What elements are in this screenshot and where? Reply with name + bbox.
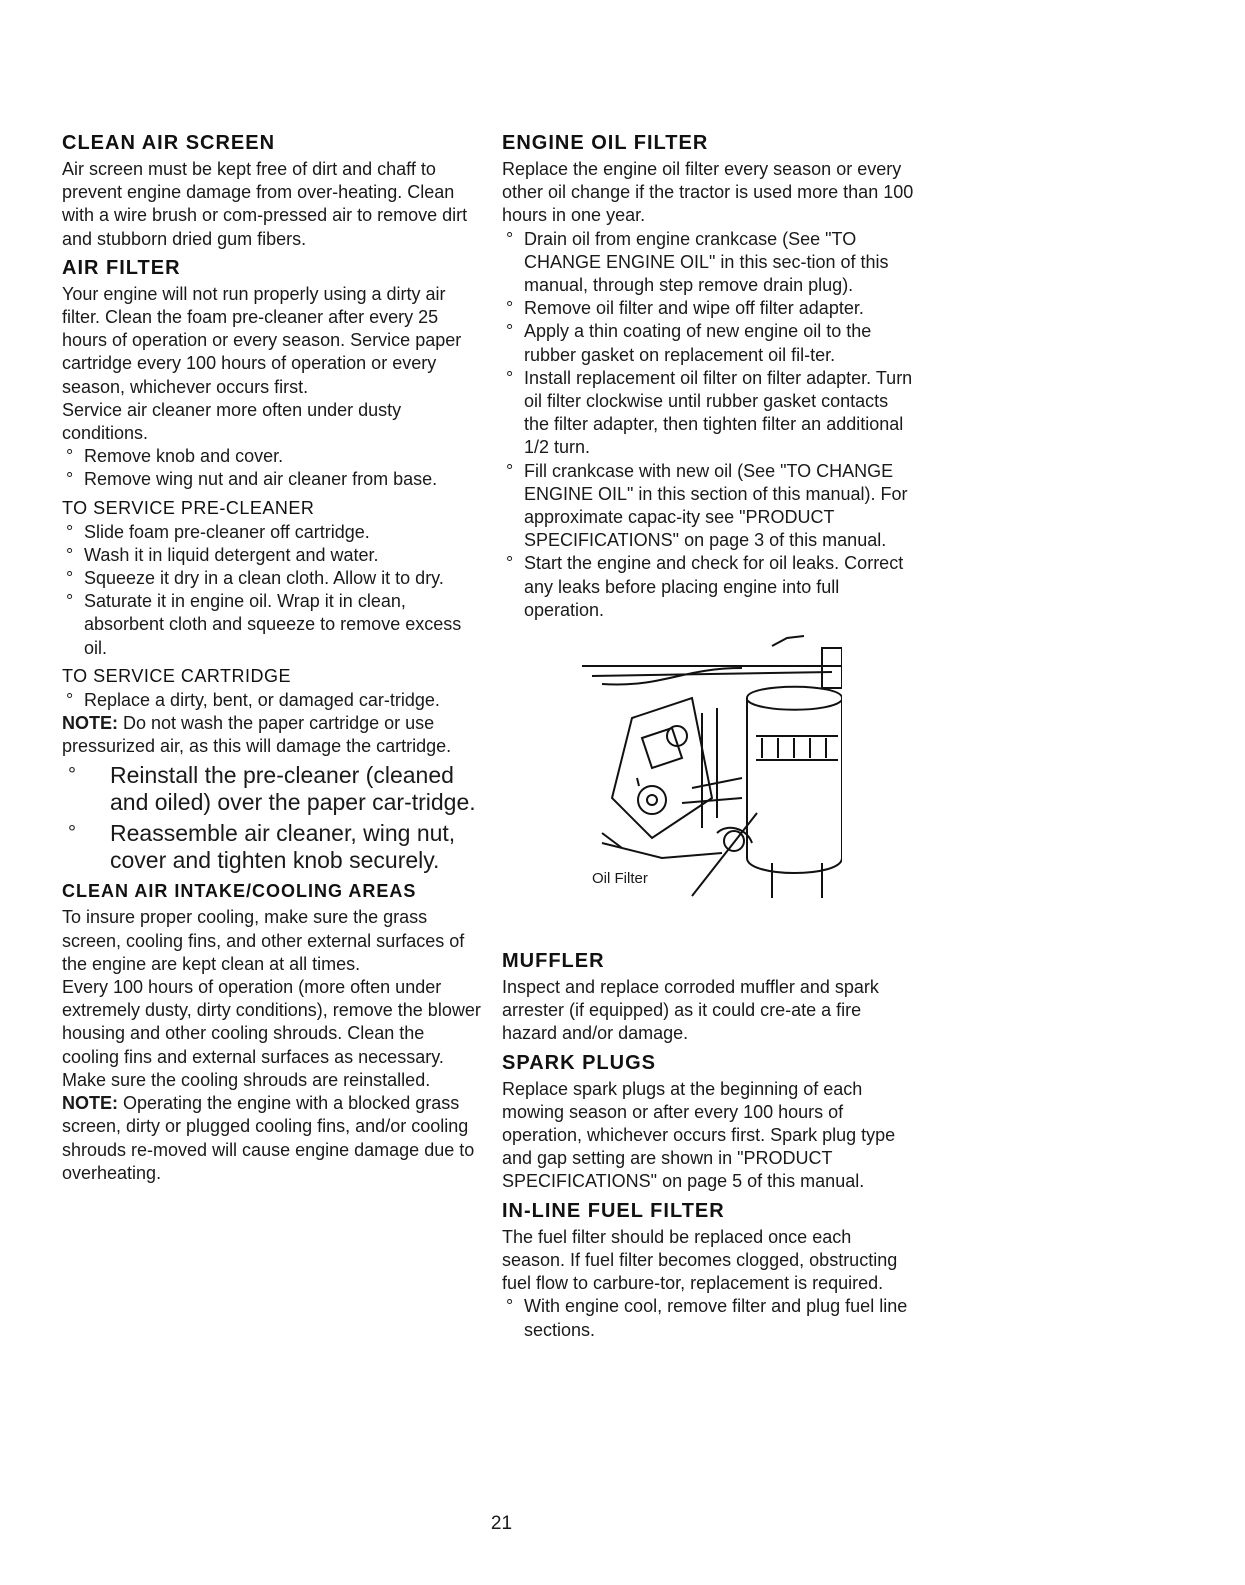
right-column [502,130,917,1342]
list-item: ° Fill crankcase with new oil (See "TO CHANGE ENGINE OIL" in this section of this manual). For approximate capac-ity see "PRODUCT SPECIFICATIONS" on page 3 of this manual. [502,460,917,553]
fuel-filter-steps [502,1295,917,1341]
oil-filter-illustration [502,628,922,948]
list-item: ° Drain oil from engine crankcase (See "TO CHANGE ENGINE OIL" in this sec-tion of this manual, through step remove drain plug). [502,228,917,298]
air-filter-paragraph-2: Service air cleaner more often under dusty conditions. [62,399,402,444]
list-item: ° Remove wing nut and air cleaner from base. [62,468,482,491]
engine-illustration [542,628,842,898]
spark-plugs-heading: SPARK PLUGS [502,1051,656,1074]
air-filter-paragraph-1: Your engine will not run properly using a dirty air filter. Clean the foam pre-cleaner after every 25 hours of operation or every season. Service paper cartridge every 100 hours of operation or every season, whichever occurs first. [62,283,462,397]
list-item: ° Saturate it in engine oil. Wrap it in clean, absorbent cloth and squeeze to remove excess oil. [62,590,482,660]
cartridge-subheading: TO SERVICE CARTRIDGE [62,665,292,686]
list-item: ° Apply a thin coating of new engine oil to the rubber gasket on replacement oil fil-ter. [502,320,917,366]
list-item: ° Remove oil filter and wipe off filter adapter. [502,297,917,320]
figure-caption: Oil Filter [592,870,648,888]
cartridge-note [62,712,482,758]
list-item: ° Squeeze it dry in a clean cloth. Allow it to dry. [62,567,482,590]
clean-air-screen-text: Air screen must be kept free of dirt and chaff to prevent engine damage from over-heating. Clean with a wire brush or com-pressed air to remove dirt and stubborn dried gum fibers. [62,159,468,249]
note-label: NOTE: [62,1093,118,1114]
list-item: ° Replace a dirty, bent, or damaged car-tridge. [62,689,482,712]
note-label: NOTE: [62,713,118,734]
spark-plugs-text: Replace spark plugs at the beginning of each mowing season or after every 100 hours of operation, whichever occurs first. Spark plug type and gap setting are shown in "PRODUCT SPECIFICATIONS" on page 5 of this manual. [502,1078,896,1192]
pre-cleaner-subheading: TO SERVICE PRE-CLEANER [62,497,315,518]
left-column [62,130,482,1185]
oil-filter-text: Replace the engine oil filter every season or every other oil change if the tractor is used more than 100 hours in one year. [502,159,914,226]
air-filter-heading: AIR FILTER [62,256,181,279]
list-item: ° Wash it in liquid detergent and water. [62,544,482,567]
list-item: ° Reinstall the pre-cleaner (cleaned and oiled) over the paper car-tridge. [62,762,482,816]
fuel-filter-text: The fuel filter should be replaced once each season. If fuel filter becomes clogged, obstructing fuel flow to carbure-tor, replacement is required. [502,1226,898,1294]
intake-note [62,1092,482,1185]
intake-paragraph-2: Every 100 hours of operation (more often under extremely dusty, dirty conditions), remove the blower housing and other cooling shrouds. Clean the cooling fins and external surfaces as necessary. Make sure the cooling shrouds are reinstalled. [62,977,481,1090]
muffler-text: Inspect and replace corroded muffler and spark arrester (if equipped) as it could cre-ate a fire hazard and/or damage. [502,977,879,1044]
reassembly-steps [62,762,482,874]
intake-cooling-heading: CLEAN AIR INTAKE/COOLING AREAS [62,881,417,902]
list-item: ° With engine cool, remove filter and plug fuel line sections. [502,1295,917,1341]
note-text: Do not wash the paper cartridge or use pressurized air, as this will damage the cartridge. [62,713,452,757]
note-text: Operating the engine with a blocked grass screen, dirty or plugged cooling fins, and/or cooling shrouds re-moved will cause engine damage due to overheating. [62,1093,475,1183]
page-number: 21 [490,1513,513,1534]
fuel-filter-heading: IN-LINE FUEL FILTER [502,1199,725,1222]
list-item: ° Reassemble air cleaner, wing nut, cover and tighten knob securely. [62,820,482,874]
intake-paragraph-1: To insure proper cooling, make sure the grass screen, cooling fins, and other external surfaces of the engine are kept clean at all times. [62,907,465,974]
list-item: ° Install replacement oil filter on filter adapter. Turn oil filter clockwise until rubber gasket contacts the filter adapter, then tighten filter an additional 1/2 turn. [502,367,917,460]
muffler-heading: MUFFLER [502,950,605,973]
air-filter-steps [62,445,482,491]
list-item: ° Start the engine and check for oil leaks. Correct any leaks before placing engine into full operation. [502,552,917,622]
oil-filter-heading: ENGINE OIL FILTER [502,132,709,154]
list-item: ° Remove knob and cover. [62,445,482,468]
oil-filter-steps [502,228,917,622]
cartridge-steps [62,689,482,712]
clean-air-screen-heading: CLEAN AIR SCREEN [62,132,276,154]
pre-cleaner-steps [62,521,482,660]
list-item: ° Slide foam pre-cleaner off cartridge. [62,521,482,544]
